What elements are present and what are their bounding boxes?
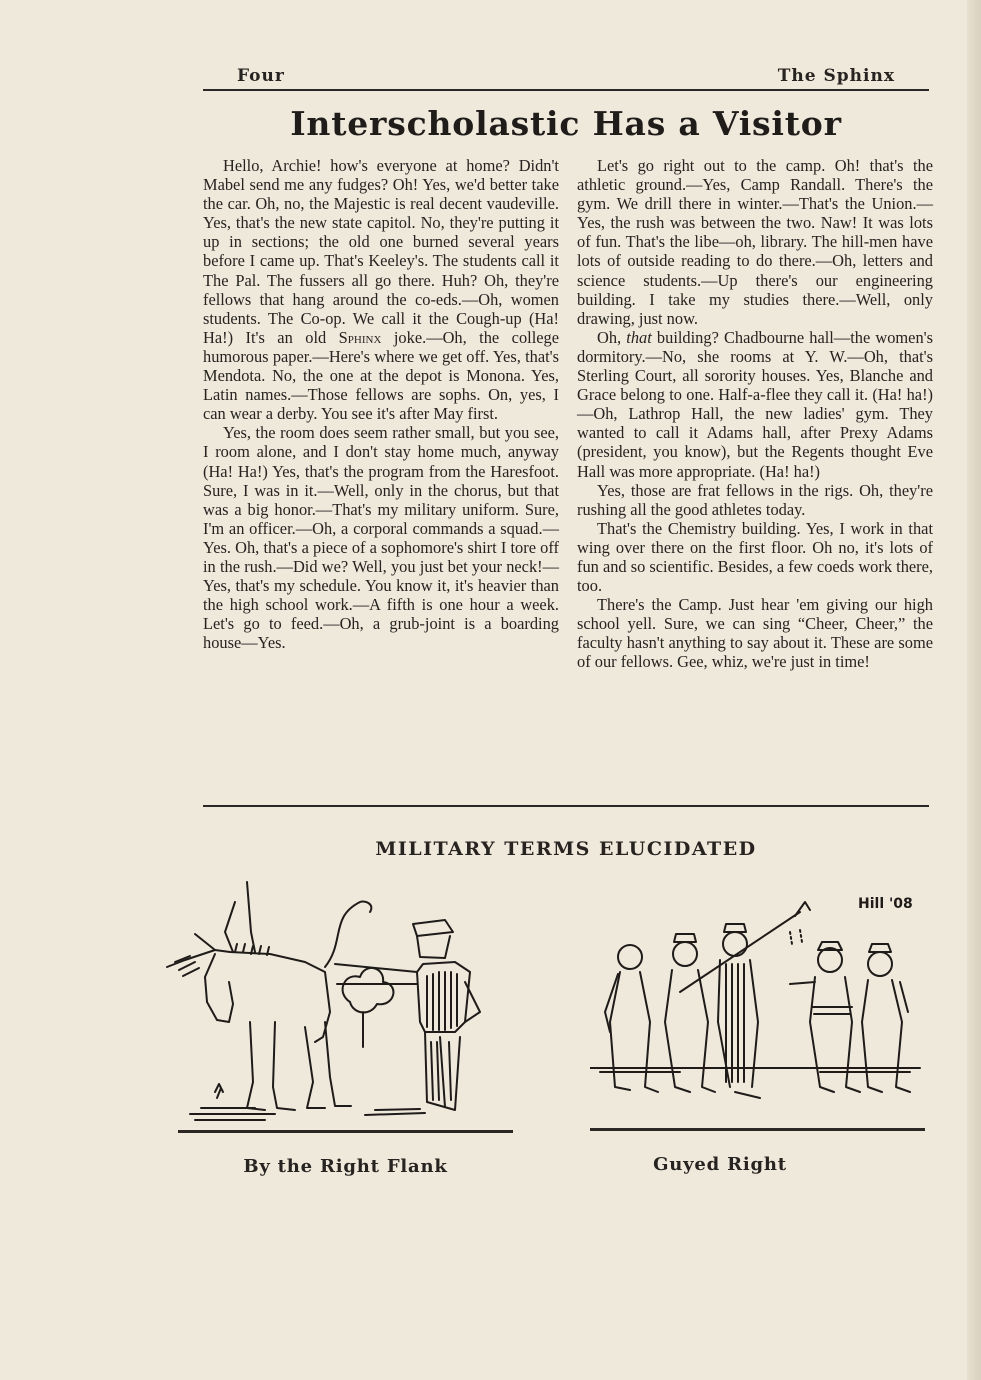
- page-edge: [967, 0, 981, 1380]
- right-cartoon-caption: Guyed Right: [653, 1154, 787, 1175]
- left-paragraph-2: Yes, the room does seem rather small, but you see, I room alone, and I don't stay home much, anyway (Ha! Ha!) Yes, that's the program from the Haresfoot. Sure, I was in it.—Well, only in the chorus, but that was a big honor.—That's my military uniform. Sure, I'm an officer.—Oh, a corporal commands a squad.—Yes. Oh, that's a piece of a sophomore's shirt I tore off in the rush.—Did we? Well, you just bet your neck!—Yes, that's my schedule. You know it, it's heavier than the high school work.—A fifth is one hour a week. Let's go to feed.—Oh, a grub-joint is a boarding house—Yes.: [203, 423, 559, 653]
- running-header: [203, 62, 929, 88]
- right-paragraph-5: There's the Camp. Just hear 'em giving our high school yell. Sure, we can sing “Cheer, Cheer,” the faculty hasn't anything to say about it. These are some of our fellows. Gee, whiz, we're just in time!: [577, 595, 933, 672]
- left-cartoon-baseline: [178, 1130, 513, 1133]
- publication-name: The Sphinx: [777, 66, 895, 86]
- right-paragraph-2-text-a: Oh,: [597, 327, 627, 347]
- page-number: Four: [237, 66, 285, 86]
- italic-that: that: [626, 327, 652, 347]
- right-paragraph-2: [577, 328, 933, 481]
- left-paragraph-1: [203, 156, 559, 423]
- guyed-right-cartoon: [590, 872, 930, 1134]
- right-paragraph-2-text-b: building? Chadbourne hall—the women's dormitory.—No, she rooms at Y. W.—Oh, that's Sterling Court, all sorority houses. Yes, Blanche and Grace belong to one. Half-a-flee they call it. (Ha! ha!)—Oh, Lathrop Hall, the new ladies' gym. They wanted to call it Adams hall, after Prexy Adams (president, you know), but the Regents thought Eve Hall was more appropriate. (Ha! ha!): [577, 327, 933, 481]
- right-paragraph-4: That's the Chemistry building. Yes, I work in that wing over there on the first floor. Oh no, it's lots of fun and so scientific. Besides, a few coeds work there, too.: [577, 518, 933, 596]
- cartoon-section-title: MILITARY TERMS ELUCIDATED: [375, 838, 757, 860]
- right-paragraph-3: Yes, those are frat fellows in the rigs. Oh, they're rushing all the good athletes today.: [577, 480, 933, 519]
- left-paragraph-1-text-a: Hello, Archie! how's everyone at home? Didn't Mabel send me any fudges? Oh! Yes, we'd better take the car. Oh, no, the Majestic is real decent vaudeville. Yes, that's the new state capitol. No, they're putting it up in sections; the old one burned several years before I came up. That's Keeley's. The students call it The Pal. The fussers all go there. Huh? Oh, they're fellows that hang around the co-eds.—Oh, women students. The Co-op. We call it the Cough-up (Ha! Ha!) It's an old: [203, 156, 559, 347]
- article-left-column: [203, 156, 559, 652]
- left-cartoon-caption: By the Right Flank: [243, 1156, 448, 1177]
- article-right-column: [577, 156, 933, 672]
- right-paragraph-1: Let's go right out to the camp. Oh! that's the athletic ground.—Yes, Camp Randall. There's the gym. We drill there in winter.—That's the Union.—Yes, the rush was between the two. Naw! It was lots of fun. That's the libe—oh, library. The hill-men have lots of outside reading to do there.—Oh, letters and science students.—Up there's our engineering building. I take my studies there.—Well, only drawing, just now.: [577, 156, 933, 328]
- left-paragraph-1-text-b: joke.—Oh, the college humorous paper.—Here's where we get off. Yes, that's Mendota. No, the one at the depot is Monona. Yes, Latin names.—Those fellows are sophs. On, yes, I can wear a derby. You see it's after May first.: [203, 327, 559, 424]
- right-cartoon-baseline: [590, 1128, 925, 1131]
- header-rule: [203, 89, 929, 91]
- article-bottom-rule: [203, 805, 929, 807]
- artist-signature: Hill '08: [858, 896, 913, 912]
- donkey-cartoon: [155, 872, 520, 1142]
- article-title: Interscholastic Has a Visitor: [290, 104, 842, 143]
- sphinx-small-caps: Sphinx: [338, 327, 382, 347]
